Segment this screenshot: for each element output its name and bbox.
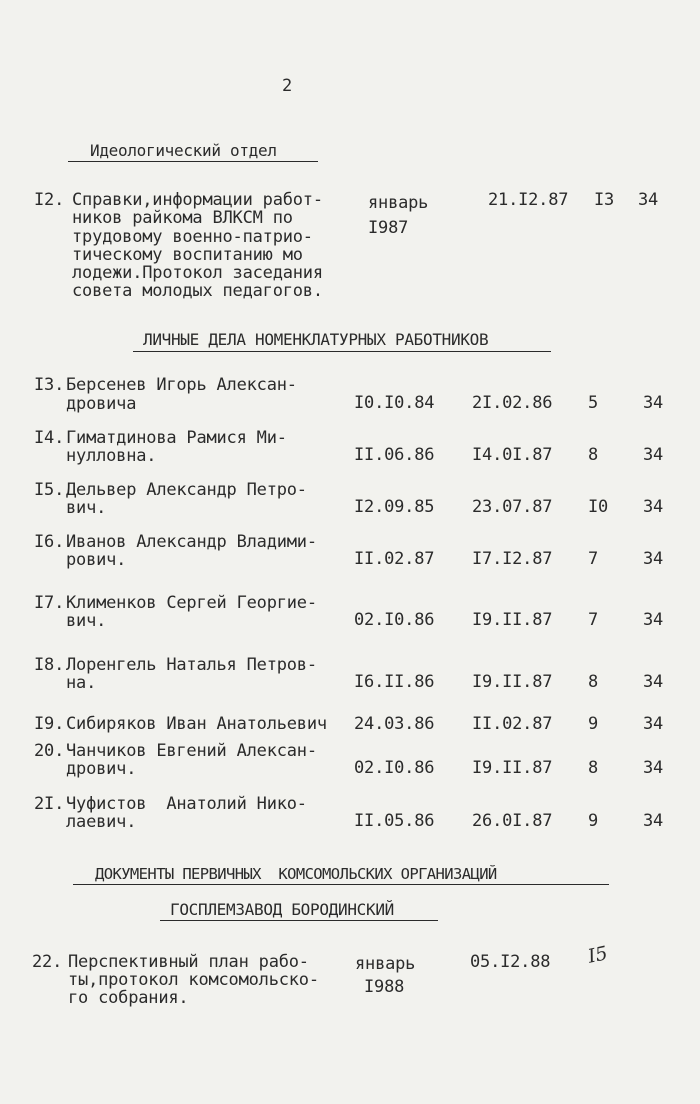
section-heading-personal-files: ЛИЧНЫЕ ДЕЛА НОМЕНКЛАТУРНЫХ РАБОТНИКОВ bbox=[143, 330, 489, 349]
item-start-date: 02.I0.86 bbox=[354, 610, 435, 630]
item-sheet-count: 7 bbox=[588, 549, 599, 569]
item-start-date: январь bbox=[355, 954, 416, 974]
item-end-date: I9.II.87 bbox=[472, 610, 553, 630]
item-sheet-count: I0 bbox=[588, 497, 609, 517]
item-start-date-year: I987 bbox=[368, 218, 409, 238]
item-start-date: 24.03.86 bbox=[354, 714, 435, 734]
item-storage-term: 34 bbox=[643, 672, 664, 692]
item-end-date: 21.I2.87 bbox=[488, 190, 569, 210]
item-sheet-count: 9 bbox=[588, 811, 599, 831]
item-sheet-count: I3 bbox=[594, 190, 615, 210]
item-title-line: Сибиряков Иван Анатольевич bbox=[66, 714, 327, 734]
subheading-underline bbox=[160, 920, 438, 921]
item-title-line: Клименков Сергей Георгие- bbox=[66, 593, 317, 613]
item-title-line: трудовому военно-патрио- bbox=[72, 227, 313, 247]
item-start-date: январь bbox=[368, 193, 429, 213]
item-title-line: Лоренгель Наталья Петров- bbox=[66, 655, 317, 675]
item-end-date: I9.II.87 bbox=[472, 672, 553, 692]
handwritten-sheet-count: I5 bbox=[585, 942, 610, 968]
item-title-line: го собрания. bbox=[68, 988, 189, 1008]
item-start-date: II.06.86 bbox=[354, 445, 435, 465]
item-sheet-count: 8 bbox=[588, 758, 599, 778]
item-end-date: I9.II.87 bbox=[472, 758, 553, 778]
item-end-date: 23.07.87 bbox=[472, 497, 553, 517]
heading-underline bbox=[73, 884, 609, 885]
item-number: I9. bbox=[34, 714, 65, 734]
item-storage-term: 34 bbox=[643, 610, 664, 630]
item-number: I4. bbox=[34, 428, 65, 448]
subheading-organization-name: ГОСПЛЕМЗАВОД БОРОДИНСКИЙ bbox=[170, 900, 394, 919]
item-title-line: рович. bbox=[66, 550, 127, 570]
item-storage-term: 34 bbox=[643, 497, 664, 517]
item-start-date: I2.09.85 bbox=[354, 497, 435, 517]
item-storage-term: 34 bbox=[643, 549, 664, 569]
item-sheet-count: 8 bbox=[588, 672, 599, 692]
item-title-line: ты,протокол комсомольско- bbox=[68, 970, 319, 990]
item-end-date: 05.I2.88 bbox=[470, 952, 551, 972]
item-number: I6. bbox=[34, 532, 65, 552]
item-end-date: I4.0I.87 bbox=[472, 445, 553, 465]
item-title-line: тическому воспитанию мо bbox=[72, 245, 303, 265]
item-number: 2I. bbox=[34, 794, 65, 814]
item-title-line: Чанчиков Евгений Алексан- bbox=[66, 741, 317, 761]
item-sheet-count: 8 bbox=[588, 445, 599, 465]
item-title-line: Дельвер Александр Петро- bbox=[66, 480, 307, 500]
item-number: I2. bbox=[34, 190, 65, 210]
item-number: 22. bbox=[32, 952, 63, 972]
item-title-line: дрович. bbox=[66, 759, 137, 779]
item-storage-term: 34 bbox=[643, 714, 664, 734]
item-title-line: Берсенев Игорь Алексан- bbox=[66, 375, 297, 395]
item-start-date: 02.I0.86 bbox=[354, 758, 435, 778]
section-heading-primary-organizations: ДОКУМЕНТЫ ПЕРВИЧНЫХ КОМСОМОЛЬСКИХ ОРГАНИЗАЦИЙ bbox=[95, 865, 497, 883]
item-number: I3. bbox=[34, 375, 65, 395]
item-start-date: I6.II.86 bbox=[354, 672, 435, 692]
heading-underline bbox=[68, 161, 318, 162]
item-storage-term: 34 bbox=[638, 190, 659, 210]
item-title-line: вич. bbox=[66, 498, 107, 518]
item-title-line: ников райкома ВЛКСМ по bbox=[72, 208, 293, 228]
item-title-line: Перспективный план рабо- bbox=[68, 952, 309, 972]
item-end-date: 2I.02.86 bbox=[472, 393, 553, 413]
item-title-line: лаевич. bbox=[66, 812, 137, 832]
item-sheet-count: 5 bbox=[588, 393, 599, 413]
item-title-line: на. bbox=[66, 673, 97, 693]
item-sheet-count: 9 bbox=[588, 714, 599, 734]
item-title-line: совета молодых педагогов. bbox=[72, 281, 323, 301]
item-start-date: II.05.86 bbox=[354, 811, 435, 831]
item-storage-term: 34 bbox=[643, 758, 664, 778]
item-sheet-count: 7 bbox=[588, 610, 599, 630]
item-start-date-year: I988 bbox=[364, 977, 405, 997]
item-number: 20. bbox=[34, 741, 65, 761]
item-title-line: вич. bbox=[66, 611, 107, 631]
item-title-line: лодежи.Протокол заседания bbox=[72, 263, 323, 283]
item-title-line: Гиматдинова Рамися Ми- bbox=[66, 428, 287, 448]
item-title-line: дровича bbox=[66, 394, 137, 414]
item-end-date: I7.I2.87 bbox=[472, 549, 553, 569]
item-title-line: Чуфистов Анатолий Нико- bbox=[66, 794, 307, 814]
item-start-date: II.02.87 bbox=[354, 549, 435, 569]
item-end-date: 26.0I.87 bbox=[472, 811, 553, 831]
page-number: 2 bbox=[282, 76, 293, 96]
item-number: I8. bbox=[34, 655, 65, 675]
heading-underline bbox=[133, 351, 551, 352]
item-storage-term: 34 bbox=[643, 811, 664, 831]
section-heading-ideology: Идеологический отдел bbox=[90, 141, 277, 160]
item-number: I5. bbox=[34, 480, 65, 500]
item-title-line: нулловна. bbox=[66, 446, 157, 466]
item-title-line: Справки,информации работ- bbox=[72, 190, 323, 210]
item-start-date: I0.I0.84 bbox=[354, 393, 435, 413]
item-end-date: II.02.87 bbox=[472, 714, 553, 734]
item-title-line: Иванов Александр Владими- bbox=[66, 532, 317, 552]
item-storage-term: 34 bbox=[643, 393, 664, 413]
item-number: I7. bbox=[34, 593, 65, 613]
item-storage-term: 34 bbox=[643, 445, 664, 465]
